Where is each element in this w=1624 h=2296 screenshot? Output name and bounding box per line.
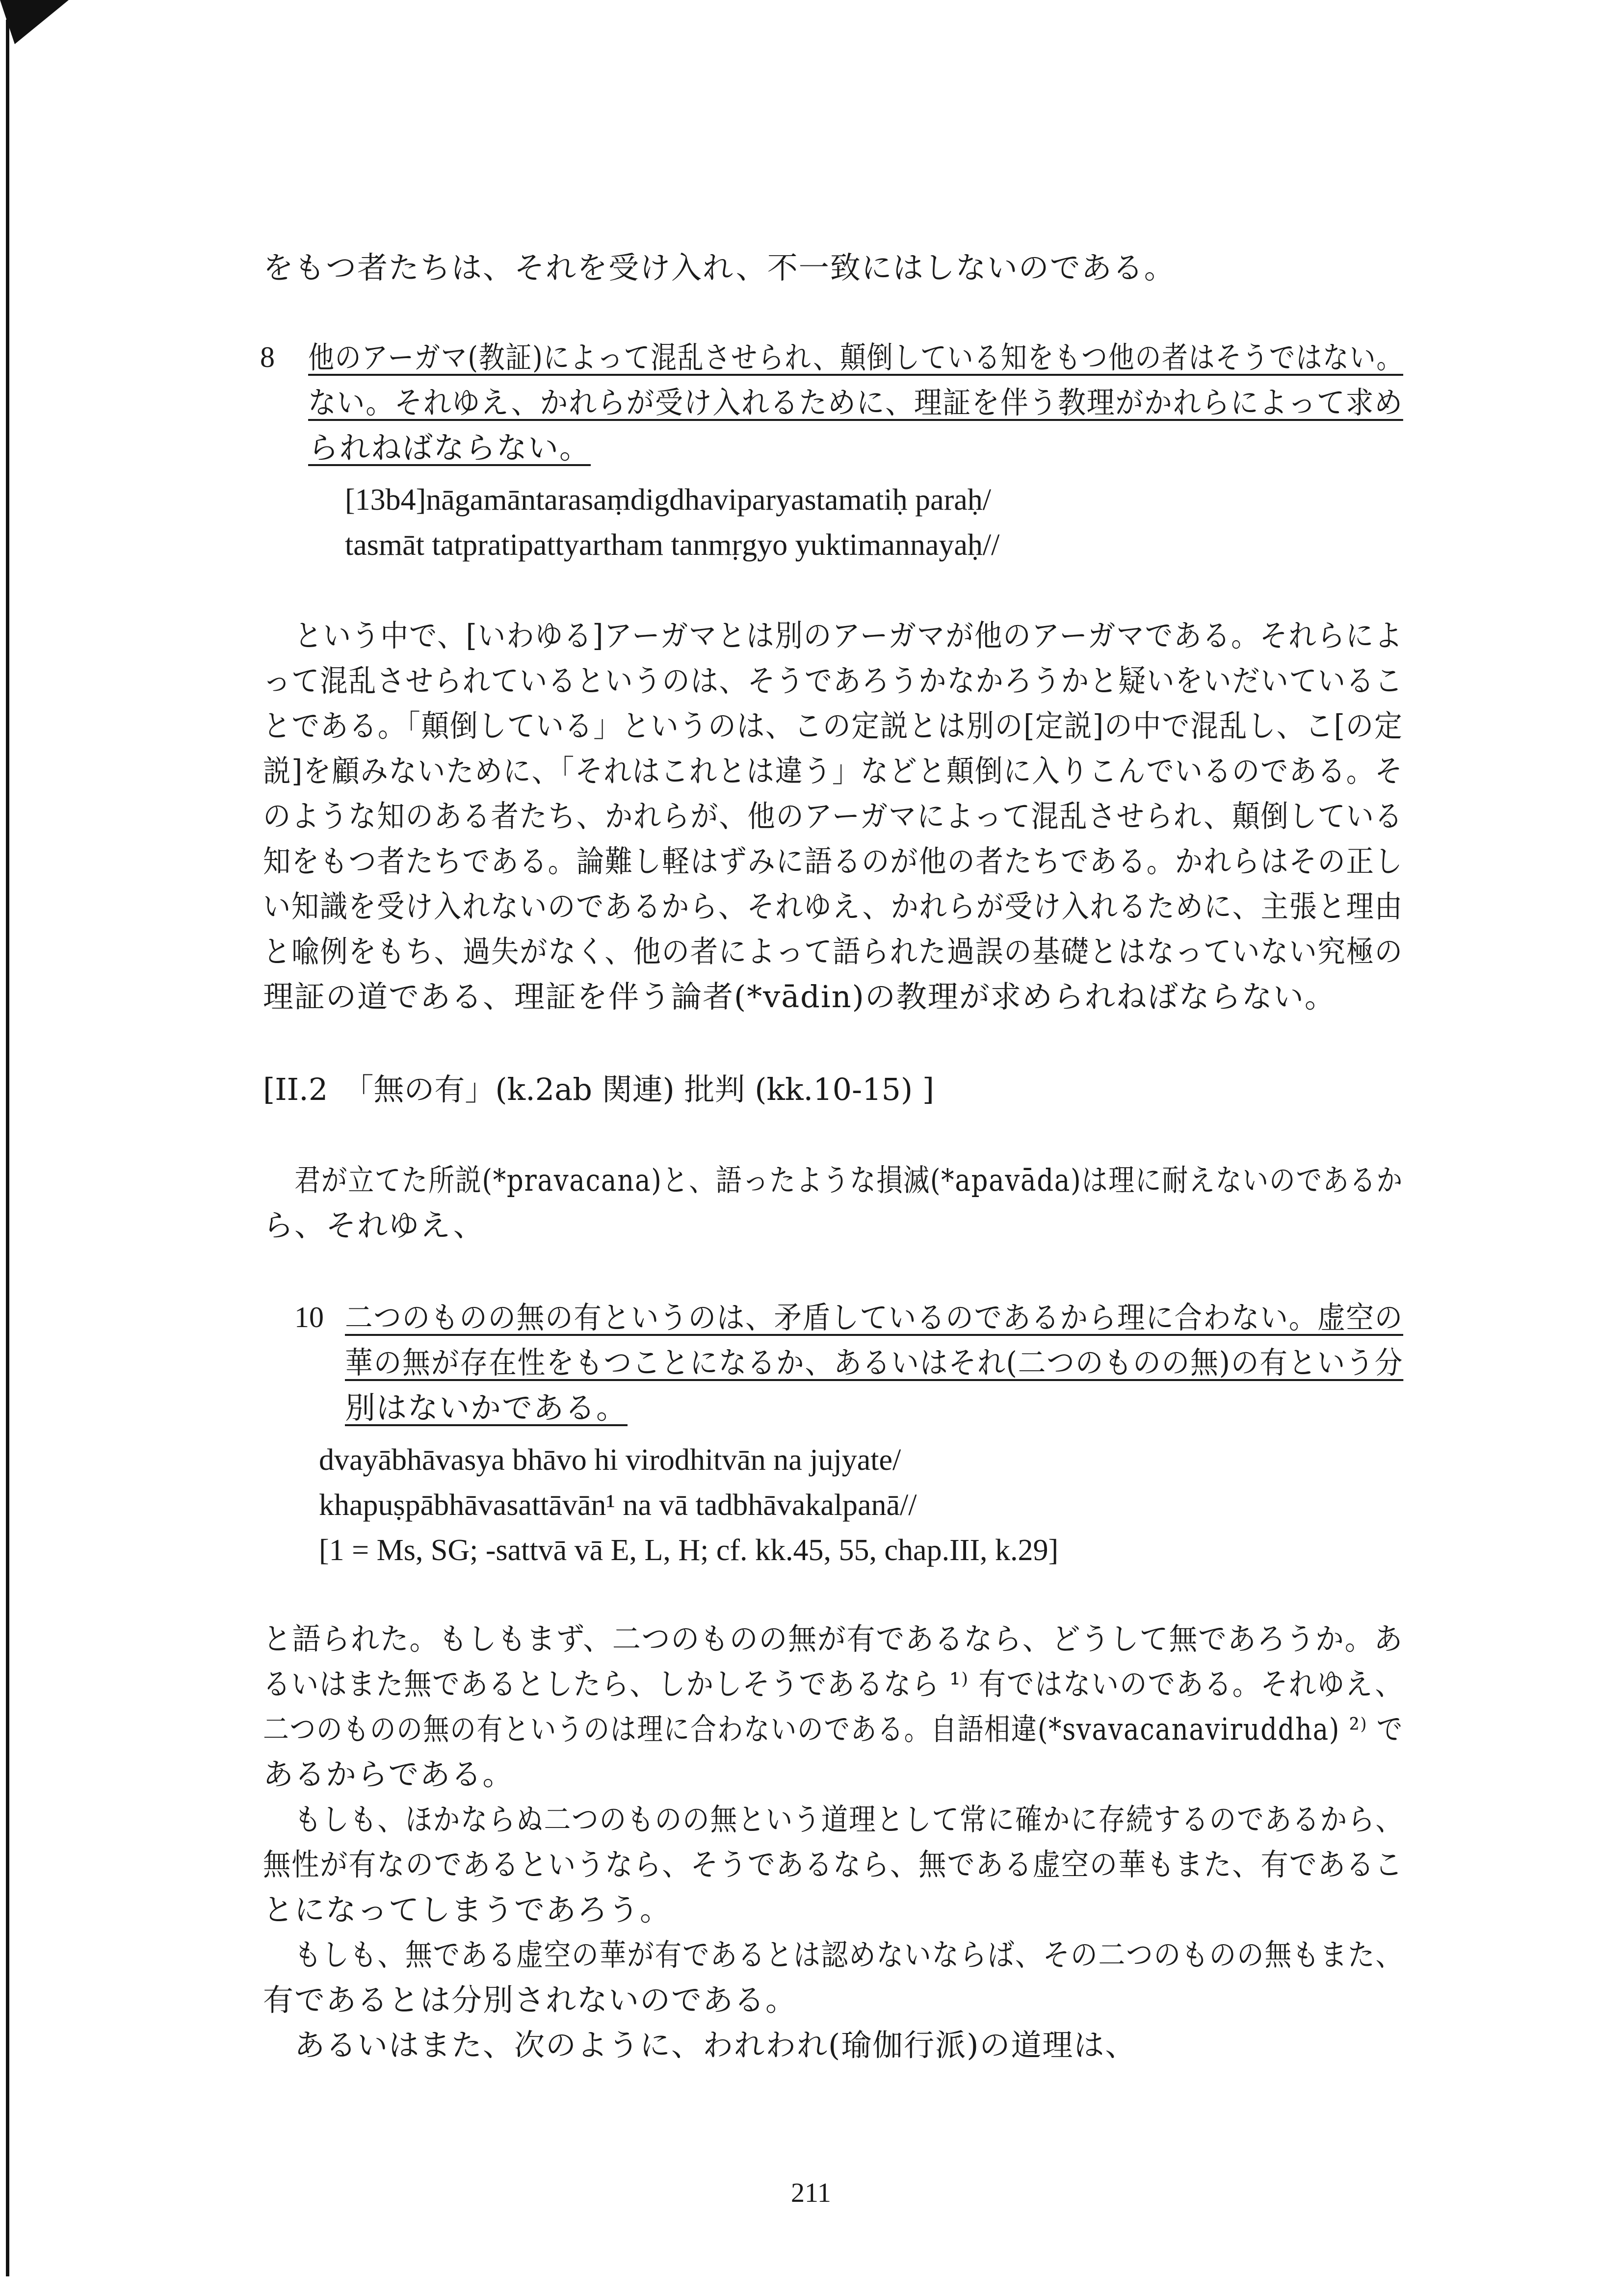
verse-8-line-2: ない。それゆえ、かれらが受け入れるために、理証を伴う教理がかれらによって求め	[308, 385, 1403, 420]
commentary-8-line-7: い知識を受け入れないのであるから、それゆえ、かれらが受け入れるために、主張と理由	[263, 888, 1403, 924]
section-heading: [II.2 「無の有」(k.2ab 関連) 批判 (kk.10-15) ]	[263, 1071, 935, 1107]
commentary-8-line-3: とである。「顛倒している」というのは、この定説とは別の[定説]の中で混乱し、こ[の定	[263, 708, 1403, 744]
verse-8-sanskrit-1: [13b4]nāgamāntarasaṃdigdhaviparyastamatiḥ paraḥ/	[345, 483, 991, 517]
verse-10-sanskrit-2: khapuṣpābhāvasattāvān¹ na vā tadbhāvakalpanā//	[319, 1488, 917, 1522]
commentary-10-line-8: もしも、無である虚空の華が有であるとは認めないならば、その二つのものの無もまた、	[294, 1937, 1403, 1973]
page-number: 211	[791, 2178, 831, 2208]
binding-line	[6, 20, 9, 2276]
commentary-8-line-8: と喩例をもち、過失がなく、他の者によって語られた過誤の基礎とはなっていない究極の	[263, 934, 1403, 969]
commentary-10-line-2: るいはまた無であるとしたら、しかしそうであるなら ¹⁾ 有ではないのである。それゆえ、	[263, 1666, 1404, 1702]
verse-10-line-3: 別はないかである。	[345, 1390, 628, 1426]
commentary-8-line-4: 説]を顧みないために、「それはこれとは違う」などと顛倒に入りこんでいるのである。そ	[263, 753, 1404, 789]
commentary-8-line-6: 知をもつ者たちである。論難し軽はずみに語るのが他の者たちである。かれらはその正し	[263, 843, 1403, 879]
verse-8-sanskrit-2: tasmāt tatpratipattyartham tanmṛgyo yuktimannayaḥ//	[345, 528, 1000, 562]
commentary-10-line-4: あるからである。	[263, 1756, 514, 1792]
corner-triangle-mark	[0, 0, 69, 44]
top-line: をもつ者たちは、それを受け入れ、不一致にはしないのである。	[263, 250, 1176, 286]
commentary-10-line-5: もしも、ほかならぬ二つのものの無という道理として常に確かに存続するのであるから、	[294, 1801, 1403, 1837]
commentary-8-line-2: って混乱させられているというのは、そうであろうかなかろうかと疑いをいだいているこ	[263, 663, 1403, 699]
verse-10-sanskrit-3: [1 = Ms, SG; -sattvā vā E, L, H; cf. kk.45, 55, chap.III, k.29]	[319, 1534, 1059, 1567]
commentary-10-line-1: と語られた。もしもまず、二つのものの無が有であるなら、どうして無であろうか。あ	[263, 1621, 1404, 1657]
commentary-10-line-10: あるいはまた、次のように、われわれ(瑜伽行派)の道理は、	[294, 2027, 1137, 2063]
verse-10-line-1: 二つのものの無の有というのは、矛盾しているのであるから理に合わない。虚空の	[345, 1300, 1404, 1335]
commentary-10-line-9: 有であるとは分別されないのである。	[263, 1982, 797, 2018]
commentary-8-line-9: 理証の道である、理証を伴う論者(*vādin)の教理が求められねばならない。	[263, 979, 1336, 1015]
intro-10-line-2: ら、それゆえ、	[263, 1207, 485, 1243]
verse-10-line-2: 華の無が存在性をもつことになるか、あるいはそれ(二つのものの無)の有という分	[345, 1345, 1404, 1381]
scan-binding-edge	[0, 0, 15, 2296]
verse-8-line-1: 他のアーガマ(教証)によって混乱させられ、顛倒している知をもつ他の者はそうではない。	[308, 339, 1404, 375]
intro-10-line-1: 君が立てた所説(*pravacana)と、語ったような損滅(*apavāda)は理に耐えないのであるか	[294, 1162, 1403, 1198]
commentary-10-line-7: とになってしまうであろう。	[263, 1892, 672, 1928]
verse-8-line-3: られねばならない。	[308, 430, 591, 466]
commentary-10-line-3: 二つのものの無の有というのは理に合わないのである。自語相違(*svavacanaviruddha) ²⁾ で	[263, 1711, 1404, 1747]
verse-10-number: 10	[294, 1301, 324, 1333]
commentary-8-line-1: という中で、[いわゆる]アーガマとは別のアーガマが他のアーガマである。それらによ	[294, 618, 1403, 653]
commentary-8-line-5: のような知のある者たち、かれらが、他のアーガマによって混乱させられ、顛倒している	[263, 798, 1403, 834]
verse-8-number: 8	[260, 341, 275, 373]
verse-10-sanskrit-1: dvayābhāvasya bhāvo hi virodhitvān na jujyate/	[319, 1443, 901, 1477]
commentary-10-line-6: 無性が有なのであるというなら、そうであるなら、無である虚空の華もまた、有であるこ	[263, 1847, 1403, 1882]
